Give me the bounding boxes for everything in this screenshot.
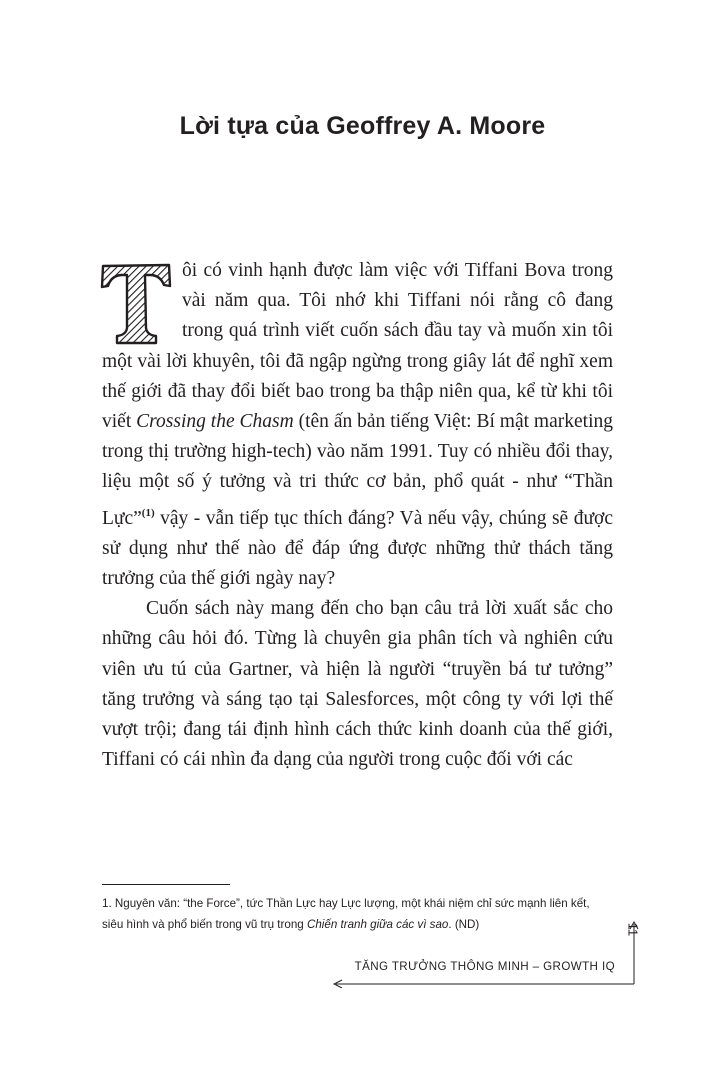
footnote-text-b: . (ND) <box>448 918 480 931</box>
dropcap-t-icon <box>100 262 172 346</box>
book-title-italic: Crossing the Chasm <box>136 411 294 433</box>
footnote-marker[interactable]: (1) <box>141 506 155 519</box>
footnote-divider <box>102 884 230 885</box>
paragraph-1-text-b: (tên ấn bản tiếng Việt: Bí mật marketing trong thị trường high-tech) vào năm 1991. Tuy có nhiều đổi thay, liệu một số ý tưởng và tri thức cơ bản, phổ quát - như “Thần Lực” <box>102 411 613 529</box>
page-number: 11 <box>625 922 641 937</box>
chapter-title: Lời tựa của Geoffrey A. Moore <box>179 112 546 140</box>
paragraph-2: Cuốn sách này mang đến cho bạn câu trả lời xuất sắc cho những câu hỏi đó. Từng là chuyên gia phân tích và nghiên cứu viên ưu tú của Gartner, và hiện là người “truyền bá tư tưởng” tăng trưởng và sáng tạo tại Salesforces, một công ty với lợi thế vượt trội; đang tái định hình cách thức kinh doanh của thế giới, Tiffani có cái nhìn đa dạng của người trong cuộc đối với các <box>102 598 613 771</box>
paragraph-1-text-a: ôi có vinh hạnh được làm việc với Tiffani Bova trong vài năm qua. Tôi nhớ khi Tiffani nói rằng cô đang trong quá trình viết cuốn sách đầu tay và muốn xin tôi một vài lời khuyên, tôi đã ngập ngừng trong giây lát để nghĩ xem thế giới đã thay đổi biết bao trong ba thập niên qua, kể từ khi tôi viết <box>102 260 613 433</box>
footnote-italic: Chiến tranh giữa các vì sao <box>306 918 449 931</box>
running-head: TĂNG TRƯỞNG THÔNG MINH – GROWTH IQ <box>354 960 615 973</box>
paragraph-1-text-c: vậy - vẫn tiếp tục thích đáng? Và nếu vậy, chúng sẽ được sử dụng như thế nào để đáp ứng được những thử thách tăng trưởng của thế giới ngày nay? <box>102 507 613 590</box>
body-text <box>102 256 613 775</box>
paragraph-1 <box>102 256 613 594</box>
running-head-arrow-icon <box>330 918 642 988</box>
footnote-text-a: 1. Nguyên văn: “the Force”, tức Thần Lực hay Lực lượng, một khái niệm chỉ sức mạnh liên kết, siêu hình và phổ biến trong vũ trụ trong <box>102 897 590 931</box>
